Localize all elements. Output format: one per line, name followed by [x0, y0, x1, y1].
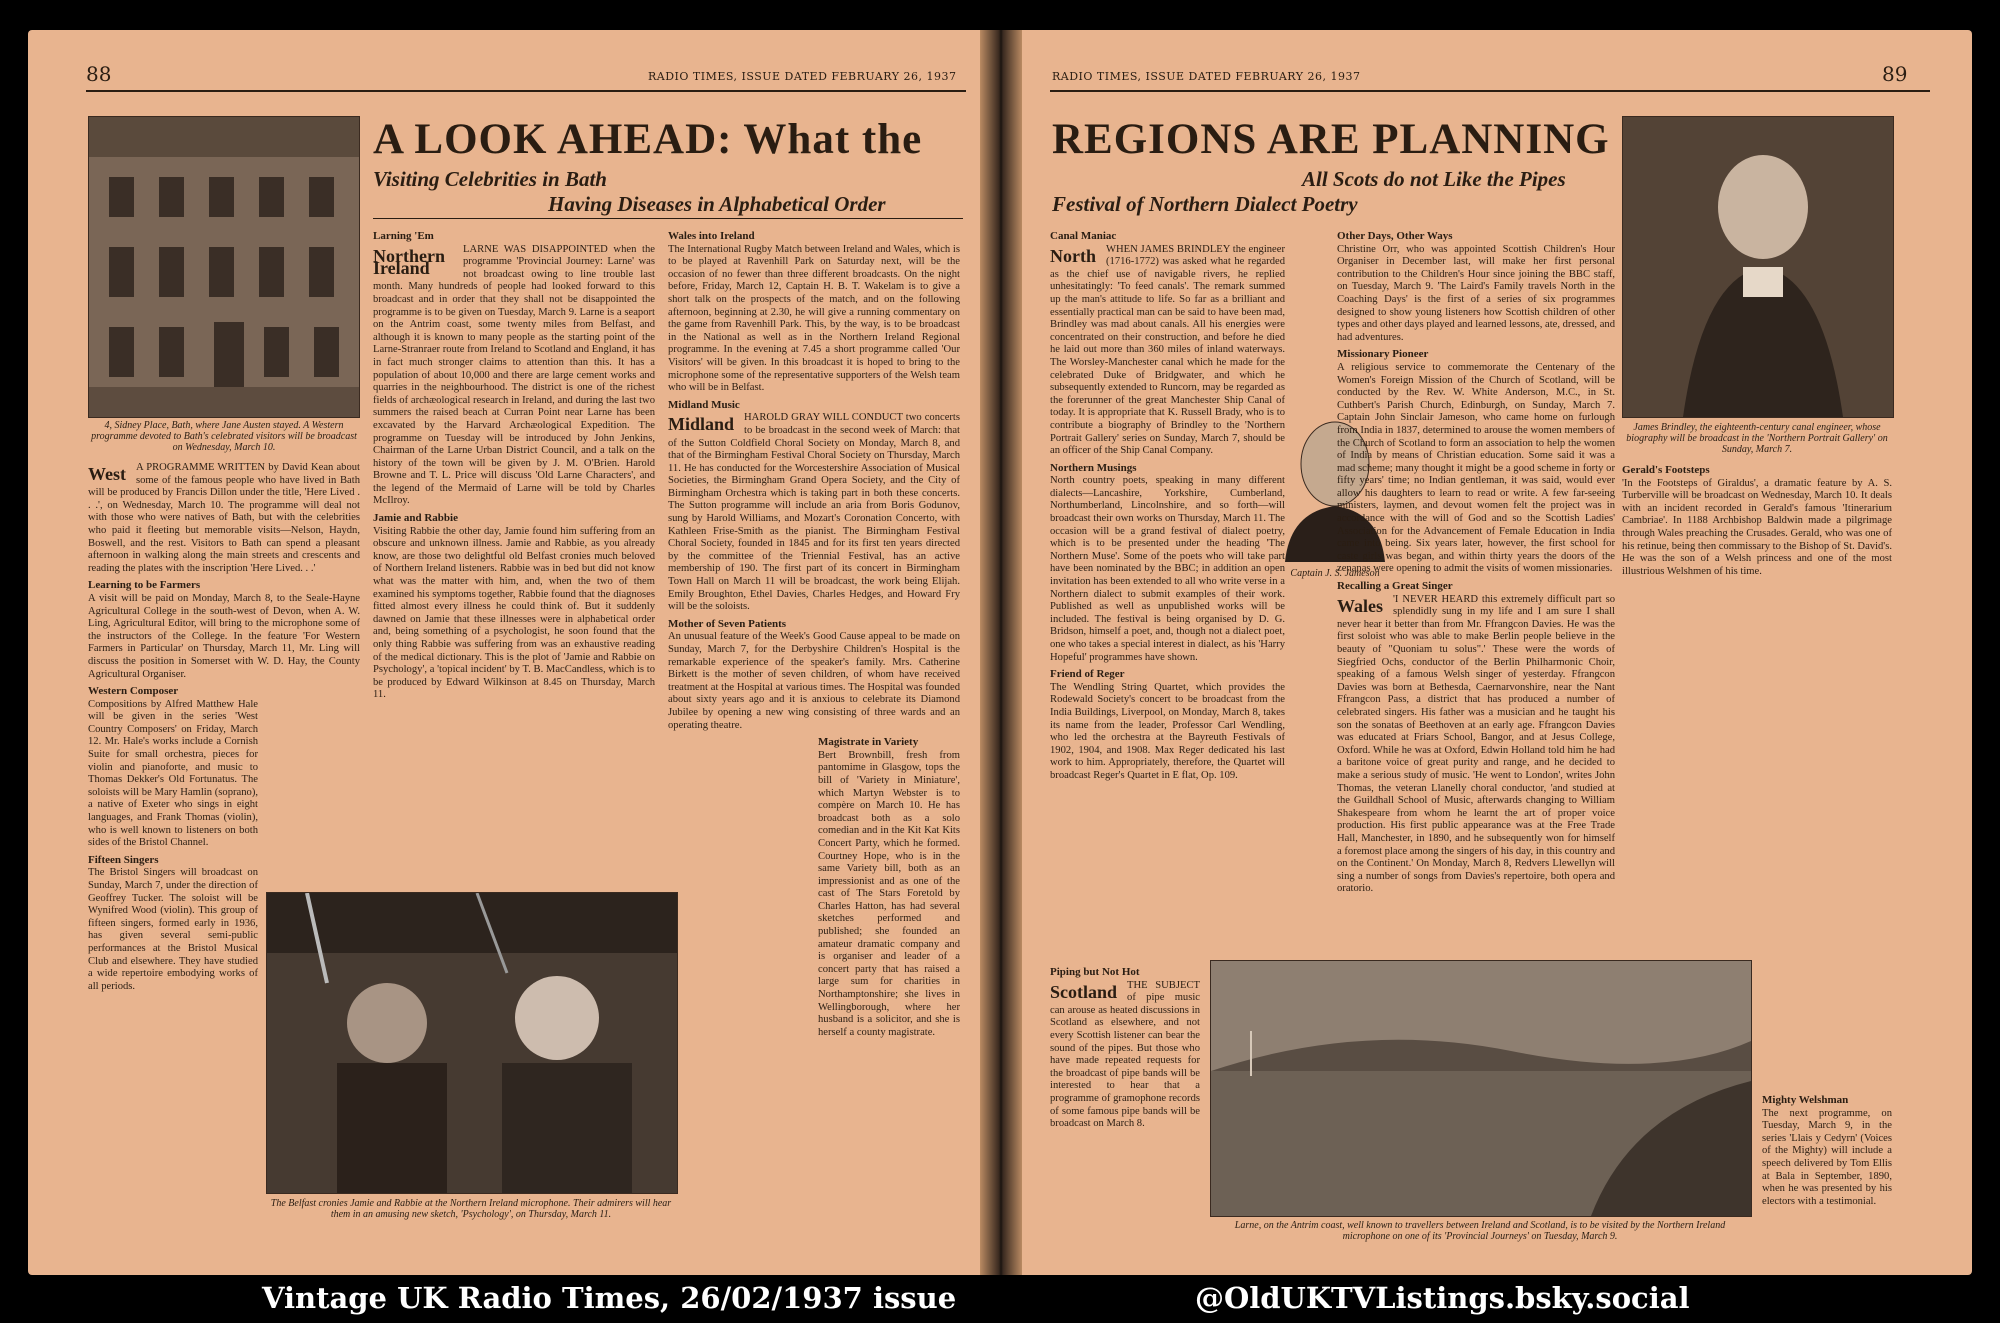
- welshman-text: The next programme, on Tuesday, March 9, in the series 'Llais y Cedyrn' (Voices of the Mighty) will include a speech delivered by Tom Ellis at Bala in September, 1890, when he was presented by his electors with a testimonial.: [1762, 1107, 1892, 1207]
- days-text: Christine Orr, who was appointed Scottish Children's Hour Organiser in December last, will make her first personal contribution to the Children's Hour since joining the BBC staff, on Tuesday, March 9. 'The Laird's Family travels North in the Coaching Days' is the first of a series of six programmes designed to show young listeners how Scottish children of other types and other days played and learned lessons, ate, dressed, and had adventures.: [1337, 243, 1615, 343]
- singer-text: 'I NEVER HEARD this extremely difficult part so splendidly sung in my life and I am sure I shall never hear it better than from Mr. Ffrangcon Davies. He was the first soloist who was able to make Berlin people believe in the beauty of "Quoniam tu solus".' These were the words of Siegfried Ochs, conductor of the Berlin Philharmonic Choir, speaking of a famous Welsh singer of yesterday. Ffrangcon Davies was born at Bethesda, Caernarvonshire, near the Nant Ffrangcon Pass, a district that has produced a number of celebrated singers. His father was a musician and he taught his son the sonatas of Beethoven at an early age. Ffrangcon Davies was educated at Friars School, Bangor, and at Jesus College, Oxford. While he was at Oxford, Edwin Holland told him he had a baritone voice of great purity and range, and he decided to make a serious study of music. 'He went to London', writes John Thomas, the veteran Llanelly choral conductor, 'and studied at the Guildhall School of Music, afterwards changing to William Shakespeare from whom he learnt the art of proper voice production. His first public appearance was at the Free Trade Hall, Manchester, in 1890, and he subsequently won for himself a foremost place among the singers of his day, in this country and on the Continent.' On Monday, March 8, Redvers Llewellyn will sing a number of songs from Davies's repertoire, both opera and oratorio.: [1337, 593, 1615, 895]
- piping-heading: Piping but Not Hot: [1050, 966, 1140, 978]
- gerald-text: 'In the Footsteps of Giraldus', a dramatic feature by A. S. Turberville will be broadcast on Wednesday, March 10. It deals with an incident recorded in Gerald's famous 'Itinerarium Cambriae'. In 1188 Archbishop Baldwin made a pilgrimage through Wales preaching the Crusades. Gerald, who was one of his retinue, being then commissary to the Bishop of St. David's. He was the son of a Welsh princess and one of the most illustrious Welshmen of his time.: [1622, 477, 1892, 577]
- cronies-illustration: [267, 893, 677, 1193]
- column-northern-ireland: [373, 226, 655, 881]
- pioneer-heading: Missionary Pioneer: [1337, 348, 1429, 361]
- larne-illustration: [1211, 961, 1751, 1216]
- canal-text: WHEN JAMES BRINDLEY the engineer (1716-1772) was asked what he regarded as the chief use of navigable rivers, he replied unhesitatingly: 'To feed canals'. The remark summed up the man's attitude to life. So far as a brilliant and essentially practical man can be said to have been mad, Brindley was mad about canals. All his energies were concentrated on their construction, and before he died he laid out more than 360 miles of inland waterways. The Worsley-Manchester canal which he made for the celebrated Duke of Bridgwater, and which he subsequently extended to Runcorn, may be regarded as the forerunner of the great Manchester Ship Canal of today. It is appropriate that K. Russell Brady, who is to contribute a biography of Brindley to the 'Northern Portrait Gallery' series on Sunday, March 7, should be an officer of the Ship Canal Company.: [1050, 243, 1285, 457]
- column-welshman: [1762, 1090, 1892, 1260]
- belfast-caption: The Belfast cronies Jamie and Rabbie at the Northern Ireland microphone. Their admirers will hear them in an amusing new sketch, 'Psychology', on Thursday, March 11.: [270, 1198, 672, 1220]
- midland-label: Midland: [668, 414, 735, 435]
- right-page-number: 89: [1882, 62, 1908, 86]
- mother-heading: Mother of Seven Patients: [668, 617, 787, 630]
- piping-text: THE SUBJECT of pipe music can arouse as heated discussions in Scotland as elsewhere, and not every Scottish listener can bear the sound of the pipes. But those who have made repeated requests for the broadcast of pipe bands will be interested to hear that a programme of gramophone records of some famous pipe bands will be broadcast on March 8.: [1050, 979, 1200, 1130]
- right-page: [1022, 30, 1972, 1275]
- fifteen-heading: Fifteen Singers: [88, 853, 159, 866]
- gerald-heading: Gerald's Footsteps: [1622, 464, 1710, 476]
- composer-text: Compositions by Alfred Matthew Hale will be given in the series 'West Country Composers' on Friday, March 12. Mr. Hale's works include a Cornish Suite for small orchestra, pieces for violin and pianoforte, and music to Thomas Dekker's Old Fortunatus. The soloists will be Mary Hamlin (soprano), a native of Exeter who sings in eight languages, and Frank Thomas (violin), who is well known to listeners on both sides of the Bristol Channel.: [88, 698, 258, 849]
- left-page: [28, 30, 980, 1275]
- jamie-heading: Jamie and Rabbie: [373, 512, 458, 525]
- sidney-place-photo: [88, 116, 360, 418]
- west-label: West: [88, 464, 126, 484]
- scotland-label: Scotland: [1050, 981, 1118, 1002]
- left-subheadline-2: Having Diseases in Alphabetical Order: [548, 192, 886, 216]
- larning-text: LARNE WAS DISAPPOINTED when the programme 'Provincial Journey: Larne' was not broadcast owing to line trouble last month. Many hundreds of people had looked forward to this broadcast and in order that they shall not be disappointed the programme is to be given on Tuesday, March 9. Larne is a seaport on the Antrim coast, some twenty miles from Belfast, and although it is known to many people as the starting point of the Larne-Stranraer route from Ireland to Scotland and England, it has in fact much stronger claims to attention than this. It has a population of about 10,000 and there are large cement works and quarries in the neighbourhood. The district is one of the richest fields of archæological research in Ireland, and during the last two summers the raised beach at Curran Point near Larne has been excavated by the Harvard Archæological Expedition. The programme on Tuesday will be introduced by John Jenkins, Chairman of the Larne Urban District Council, and a talk on the history of the town will be given by J. M. O'Brien. Harold Browne and T. L. Price will discuss 'Old Larne Characters', and the legend of the Mermaid of Larne will be told by Charles McIlroy.: [373, 243, 655, 507]
- brindley-illustration: [1623, 117, 1893, 417]
- midland-text: HAROLD GRAY WILL CONDUCT two concerts to be broadcast in the second week of March: that of the Sutton Coldfield Choral Society on Monday, March 8, and that of the Birmingham Festival Choral Society on Thursday, March 11. He has conducted for the Worcestershire Association of Musical Societies, the Birmingham Grand Opera Society, and the City of Birmingham Orchestra which is taking part in both these concerts. The Sutton programme will include an aria from Boris Godunov, sung by Harold Williams, and Mozart's Coronation Concerto, with Kathleen Frise-Smith as the pianist. The Birmingham Festival Choral Society, founded in 1845 and for its first ten years directed by the committee of the Triennial Festival, has an active membership of 190. The first part of its concert in Birmingham Town Hall on March 11 will be broadcast, the work being Elijah. Emily Broughton, Ethel Davies, Charles Hedges, and Howard Fry will be the soloists.: [668, 412, 960, 613]
- days-heading: Other Days, Other Ways: [1337, 230, 1453, 242]
- footer-right[interactable]: @OldUKTVListings.bsky.social: [1195, 1281, 1690, 1315]
- canal-heading: Canal Maniac: [1050, 230, 1117, 242]
- right-subheadline-1: All Scots do not Like the Pipes: [1302, 167, 1566, 191]
- musings-text: North country poets, speaking in many different dialects—Lancashire, Yorkshire, Cumberland, Northumberland, Lincolnshire, and so forth—will broadcast their own works on Thursday, March 11. The occasion will be a grand festival of dialect poetry, which is to be presented under the heading 'The Northern Muse'. Some of the poets who will take part have been nominated by the BBC; in addition an open invitation has been extended to all who write verse in a Northern dialect to submit examples of their work. Published as well as unpublished works will be included. The festival is being organised by D. G. Bridson, himself a poet, and, though not a dialect poet, one who takes a special interest in dialect, as his 'Harry Hopeful' programmes have shown.: [1050, 475, 1285, 663]
- midland-heading: Midland Music: [668, 398, 740, 411]
- fifteen-text: The Bristol Singers will broadcast on Sunday, March 7, under the direction of Geoffrey Tucker. The soloist will be Wynifred Wood (violin). This group of fifteen singers, formed early in 1936, has given several semi-public performances at the Bristol Musical Club and elsewhere. They have studied a wide repertoire embodying works of all periods.: [88, 867, 258, 992]
- singer-heading: Recalling a Great Singer: [1337, 580, 1453, 593]
- larning-heading: Larning 'Em: [373, 230, 434, 242]
- mother-text: An unusual feature of the Week's Good Cause appeal to be made on Sunday, March 7, for the Derbyshire Children's Hospital is the remarkable experience of the speaker's family. Mrs. Catherine Birkett is the mother of seven children, of whom have received treatment at the Hospital at various times. The Hospital was founded about sixty years ago and it is anxious to celebrate its Diamond Jubilee by opening a new wing consisting of three wards and an operating theatre.: [668, 631, 960, 731]
- left-running-head: RADIO TIMES, ISSUE DATED FEBRUARY 26, 1937: [648, 70, 957, 83]
- jameson-caption: Captain J. S. Jameson: [1290, 568, 1380, 579]
- farmers-heading: Learning to be Farmers: [88, 579, 201, 592]
- northern-ireland-label: Northern Ireland: [373, 245, 445, 279]
- wales-ireland-heading: Wales into Ireland: [668, 230, 755, 242]
- right-running-head: RADIO TIMES, ISSUE DATED FEBRUARY 26, 1937: [1052, 70, 1361, 83]
- left-page-number: 88: [86, 62, 112, 86]
- right-headline: REGIONS ARE PLANNING: [1052, 116, 1610, 163]
- headline-rule: [373, 218, 963, 219]
- left-headline: A LOOK AHEAD: What the: [373, 116, 923, 163]
- right-subheadline-2: Festival of Northern Dialect Poetry: [1052, 192, 1358, 216]
- magistrate-text: Bert Brownbill, fresh from pantomime in Glasgow, tops the bill of 'Variety in Miniature', which Martyn Webster is to compère on March 10. He has broadcast both as a solo comedian and in the Kit Kat Kits Concert Party, which he formed. Courtney Hope, who is in the same Variety bill, both as an impressionist and as one of the cast of The Stars Foretold by Charles Hatton, has had several sketches performed and published; she founded an amateur dramatic company and is organiser and leader of a concert party that has raised a large sum for charities in Northamptonshire; she lives in Wellingborough, where her husband is a solicitor, and she is herself a county magistrate.: [818, 749, 960, 1038]
- musings-heading: Northern Musings: [1050, 461, 1137, 474]
- left-subheadline-1: Visiting Celebrities in Bath: [373, 167, 607, 191]
- reger-text: The Wendling String Quartet, which provides the Rodewald Society's concert to be broadcast from the India Buildings, Liverpool, on Monday, March 8, takes its name from the leader, Professor Carl Wendling, who led the orchestra at the Bayreuth Festivals of 1902, 1904, and 1908. Max Reger dedicated his last work to him. Appropriately, therefore, the Quartet will broadcast Reger's Quartet in E flat, Op. 109.: [1050, 681, 1285, 781]
- larne-photo: [1210, 960, 1752, 1217]
- brindley-portrait: [1622, 116, 1894, 418]
- building-illustration: [89, 117, 359, 417]
- welshman-heading: Mighty Welshman: [1762, 1094, 1849, 1106]
- footer-left: Vintage UK Radio Times, 26/02/1937 issue: [262, 1281, 957, 1315]
- west-intro-text: A PROGRAMME WRITTEN by David Kean about some of the famous people who have lived in Bath will be produced by Francis Dillon under the title, 'Here Lived . . .', on Wednesday, March 10. The programme will deal not with those who were natives of Bath, but with the celebrities who paid it fleeting but memorable visits—Nelson, Haydn, Boswell, and the rest. Visitors to Bath can spend a pleasant afternoon in walking along the main streets and crescents and reading the plates with the inscription 'Here Lived. . .': [88, 462, 360, 574]
- composer-heading: Western Composer: [88, 685, 179, 698]
- page-gutter: [980, 30, 1022, 1275]
- reger-heading: Friend of Reger: [1050, 668, 1125, 681]
- column-wales-midland: [668, 226, 960, 1256]
- column-north: [1050, 226, 1285, 951]
- brindley-caption: James Brindley, the eighteenth-century canal engineer, whose biography will be broadcast in the 'Northern Portrait Gallery' on Sunday, March 7.: [1626, 422, 1888, 455]
- north-label: North: [1050, 245, 1096, 266]
- pioneer-text: A religious service to commemorate the Centenary of the Women's Foreign Mission of the Church of Scotland, will be conducted by the Rev. W. White Anderson, M.C., in St. Cuthbert's Parish Church, Edinburgh, on Sunday, March 7. Captain John Sinclair Jameson, who came home on furlough from India in 1837, determined to arouse the women members of the Church of Scotland to form an association to help the women of India by means of Christian education. Some said it was a mad scheme; many thought it might be a good scheme in forty or fifty years' time; no Indian gentleman, it was said, would ever allow his daughters to learn to read or write. A few far-seeing ministers, laymen, and devout women felt the project was in accordance with the will of God and so the Scottish Ladies' Association for the Advancement of Female Education in India came into being. Six years later, however, the first school for caste girls was began, and within thirty years the doors of the zenanas were opening to admit the visits of women missionaries.: [1337, 361, 1615, 575]
- belfast-cronies-photo: [266, 892, 678, 1194]
- larne-caption: Larne, on the Antrim coast, well known to travellers between Ireland and Scotland, is to be visited by the Northern Ireland microphone on one of its 'Provincial Journeys' on Tuesday, March 9.: [1234, 1220, 1726, 1242]
- column-wales-continued: [1622, 460, 1892, 940]
- column-scotland-piping: [1050, 962, 1200, 1262]
- wales-label: Wales: [1337, 595, 1384, 616]
- left-header-rule: [86, 90, 966, 92]
- wales-ireland-text: The International Rugby Match between Ireland and Wales, which is to be played at Ravenhill Park on Saturday next, will be the occasion of no fewer than three different broadcasts. On the night before, Friday, March 12, Captain H. B. T. Wakelam is to give a short talk on the prospects of the match, and on the following afternoon, beginning at 2.30, he will give a running commentary on the game from Ravenhill Park. This, by the way, is to be broadcast in the National as well as in the Northern Ireland Regional programme. In the evening at 7.45 a short programme called 'Our Visitors' will be given. In this broadcast it is hoped to bring to the microphone some of the representative supporters of the Welsh team who will be in Belfast.: [668, 243, 960, 394]
- sidney-place-caption: 4, Sidney Place, Bath, where Jane Austen stayed. A Western programme devoted to Bath's celebrated visitors will be broadcast on Wednesday, March 10.: [91, 420, 357, 453]
- column-scotland-wales: [1337, 226, 1615, 951]
- farmers-text: A visit will be paid on Monday, March 8, to the Seale-Hayne Agricultural College in the south-west of Devon, when A. W. Ling, Agricultural Editor, will bring to the microphone some of the instructors of the College. In the feature 'For Western Farmers in Particular' on Thursday, March 11, Mr. Ling will discuss the position in Somerset with W. D. Hay, the County Agricultural Organiser.: [88, 592, 360, 680]
- magistrate-heading: Magistrate in Variety: [818, 736, 919, 749]
- jamie-text: Visiting Rabbie the other day, Jamie found him suffering from an obscure and unknown illness. Jamie and Rabbie, as you already know, are those two delightful old Belfast cronies much beloved of Northern Ireland listeners. Rabbie was in bed but did not know what was the matter with him, and, when the two of them examined his symptoms together, Rabbie found that the diagnoses fitted almost every illness he could think of. But it suddenly dawned on Jamie that these illnesses were in alphabetical order and, being something of a psychologist, he soon found that the only thing Rabbie was suffering from was an exhaustive reading of the medical dictionary. This is the plot of 'Jamie and Rabbie on Psychology', a 'topical incident' by T. B. MacCandless, which is to be produced by Edward Wilkinson at 8.45 on Thursday, March 11.: [373, 525, 655, 701]
- right-header-rule: [1050, 90, 1930, 92]
